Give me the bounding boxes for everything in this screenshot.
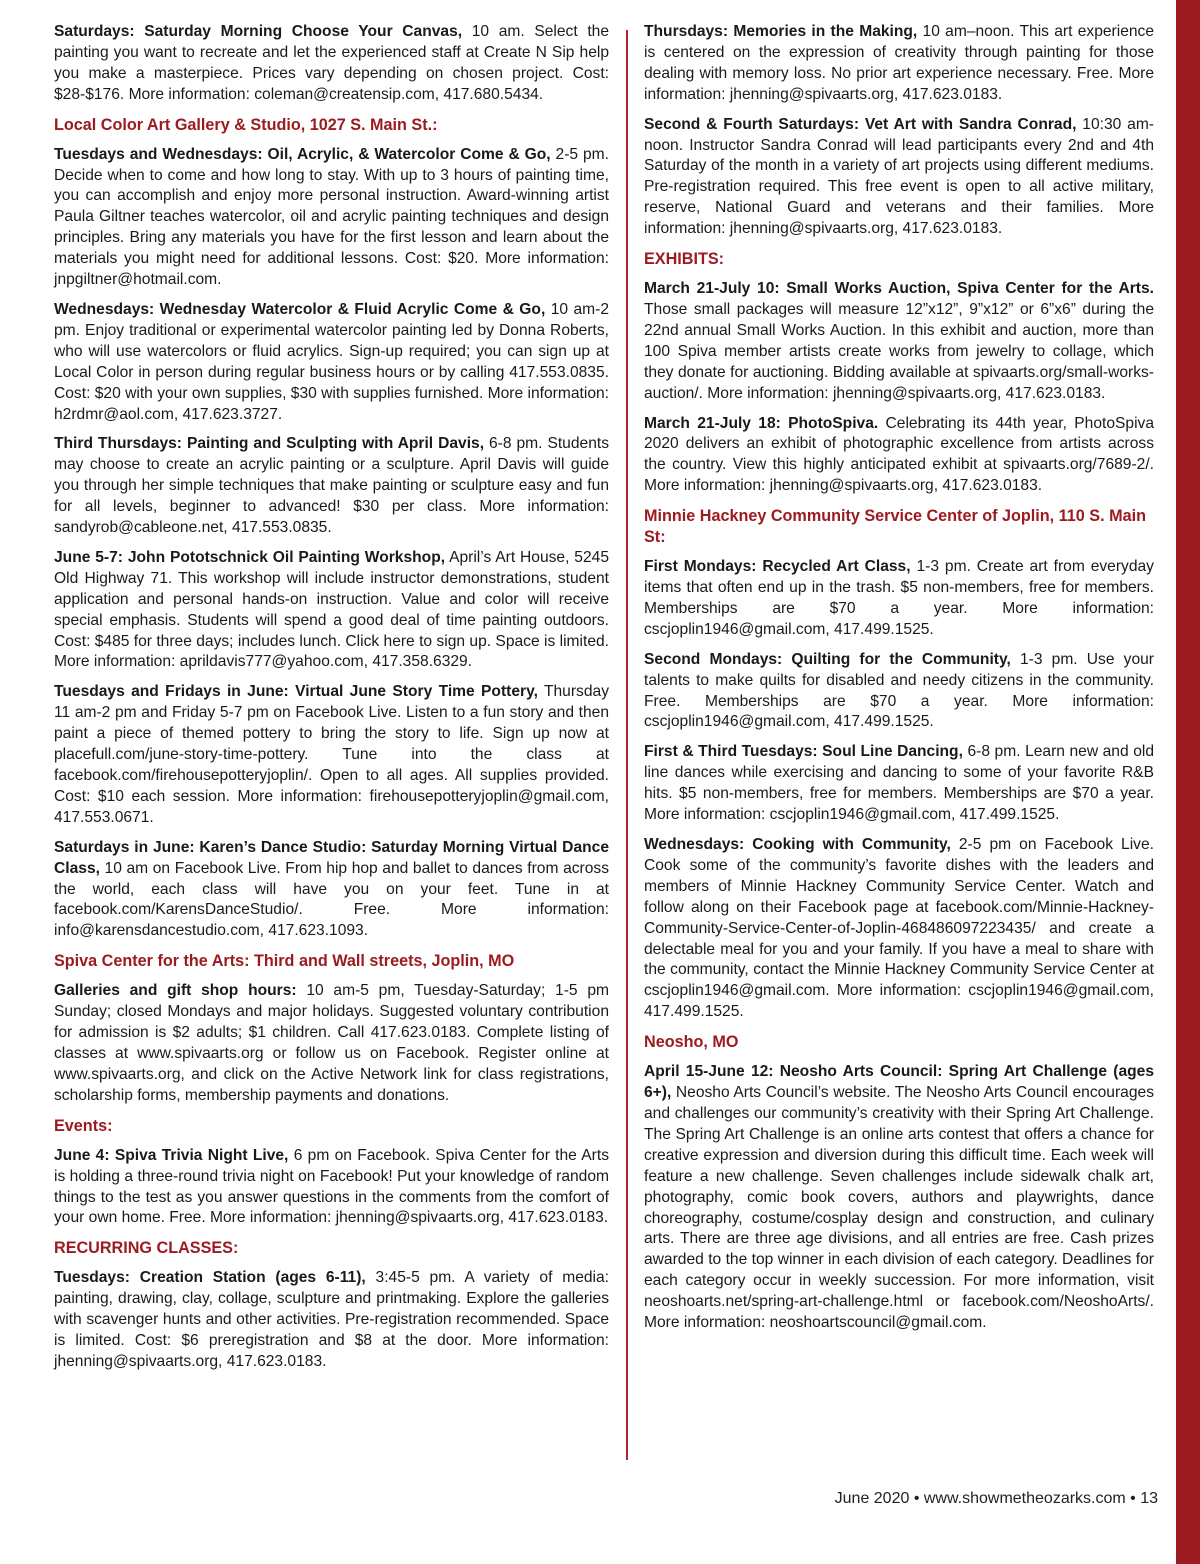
event-entry (644, 835, 1154, 1023)
event-description: 10 am–noon. This art experience is centered on the expression of creativity through painting for those dealing with memory loss. No prior art experience necessary. Free. More information: jhenning@spivaarts.org, 417.623.0183. (644, 23, 1155, 103)
event-title: June 4: Spiva Trivia Night Live, (54, 1146, 289, 1164)
left-column (54, 22, 609, 1382)
event-entry (54, 981, 609, 1106)
event-entry (644, 742, 1154, 826)
section-heading: Neosho, MO (644, 1033, 739, 1052)
event-description: Neosho Arts Council’s website. The Neosho Arts Council encourages and challenges our community’s creativity with their Spring Art Challenge. The Spring Art Challenge is an online arts contest that offers a chance for creative expression and diversion during this difficult time. Each week will feature a new challenge. Seven challenges include sidewalk chalk art, photography, comic book covers, authors and playwrights, dance choreography, costume/cosplay design and construction, and culinary arts. There are three age divisions, and all entries are free. Cash prizes awarded to the top winner in each division of each category. Deadlines for each category occur in weekly succession. For more information, visit neoshoarts.net/spring-art-challenge.html or facebook.com/NeoshoArts/. More information: neoshoartscouncil@gmail.com. (644, 1084, 1154, 1332)
event-entry (644, 414, 1154, 498)
event-title: Tuesdays: Creation Station (ages 6-11), (54, 1269, 366, 1287)
event-entry (54, 682, 609, 828)
event-title: Second & Fourth Saturdays: Vet Art with Sandra Conrad, (644, 115, 1077, 133)
event-description: Thursday 11 am-2 pm and Friday 5-7 pm on Facebook Live. Listen to a fun story and then paint a piece of themed pottery to bring the story to life. Sign up now at placefull.com/june-story-time-pottery. Tune into the class at facebook.com/firehousepotteryjoplin/. Open to all ages. All supplies provided. Cost: $10 each session. More information: firehousepotteryjoplin@gmail.com, 417.553.0671. (54, 683, 609, 826)
event-description: 10:30 am-noon. Instructor Sandra Conrad will lead participants every 2nd and 4th Saturday of the month in a variety of art projects using different mediums. Pre-registration required. This free event is open to all active military, reserve, National Guard and veterans and their families. More information: jhenning@spivaarts.org, 417.623.0183. (644, 115, 1154, 238)
event-entry (644, 22, 1154, 106)
event-description: 6 pm on Facebook. Spiva Center for the Arts is holding a three-round trivia night on Facebook! Put your knowledge of random things to the test as you answer questions in the comments from the comfort of your own home. Free. More information: jhenning@spivaarts.org, 417.623.0183. (54, 1146, 609, 1227)
page-footer: June 2020 • www.showmetheozarks.com • 13 (834, 1490, 1158, 1507)
event-title: Third Thursdays: Painting and Sculpting with April Davis, (54, 435, 485, 453)
event-title: Tuesdays and Fridays in June: Virtual June Story Time Pottery, (54, 683, 538, 701)
event-title: Saturdays in June: Karen’s Dance Studio: Saturday Morning Virtual Dance Class, (54, 838, 609, 877)
event-title: Saturdays: Saturday Morning Choose Your Canvas, (54, 23, 463, 40)
event-entry (644, 1062, 1154, 1334)
event-title: First Mondays: Recycled Art Class, (644, 558, 911, 576)
event-title: April 15-June 12: Neosho Arts Council: Spring Art Challenge (ages 6+), (644, 1063, 1154, 1102)
event-entry (644, 650, 1154, 734)
event-title: First & Third Tuesdays: Soul Line Dancing, (644, 743, 963, 761)
event-entry (54, 145, 609, 291)
event-description: Those small packages will measure 12”x12”, 9”x12” or 6”x6” during the 22nd annual Small Works Auction. In this exhibit and auction, more than 100 Spiva member artists create works from jewelry to collage, which they donate for auctioning. Bidding available at spivaarts.org/small-works-auction/. More information: jhenning@spivaarts.org, 417.623.0183. (644, 300, 1154, 402)
event-description: 2-5 pm. Decide when to come and how long to stay. With up to 3 hours of painting time, you can accomplish and enjoy more personal instruction. Award-winning artist Paula Giltner teaches watercolor, oil and acrylic painting techniques and design principles. Bring any materials you have for the first lesson and learn about the materials you might need for additional lessons. Cost: $20. More information: jnpgiltner@hotmail.com. (54, 145, 609, 289)
event-entry (54, 548, 609, 673)
event-description: 10 am-2 pm. Enjoy traditional or experimental watercolor painting led by Donna Roberts, who will use watercolors or fluid acrylics. Sign-up required; you can sign up at Local Color in person during regular business hours or by calling 417.553.0835. Cost: $20 with your own supplies, $30 with supplies furnished. More information: h2rdmr@aol.com, 417.623.3727. (54, 300, 609, 423)
section-heading: Minnie Hackney Community Service Center of Joplin, 110 S. Main St: (644, 507, 1146, 547)
event-description: 2-5 pm on Facebook Live. Cook some of the community’s favorite dishes with the leaders and members of Minnie Hackney Community Service Center. Watch and follow along on their Facebook page at facebook.com/Minnie-Hackney-Community-Service-Center-of-Joplin-468486097223435/ and create a delectable meal for you and your family. If you have a meal to share with the community, contact the Minnie Hackney Community Service Center at cscjoplin1946@gmail.com. More information: cscjoplin1946@gmail.com, 417.499.1525. (644, 836, 1154, 1021)
event-description: Celebrating its 44th year, PhotoSpiva 2020 delivers an exhibit of photographic excellence from artists across the country. View this highly anticipated exhibit at spivaarts.org/7689-2/. More information: jhenning@spivaarts.org, 417.623.0183. (644, 414, 1155, 495)
section-heading: Spiva Center for the Arts: Third and Wall streets, Joplin, MO (54, 952, 515, 971)
right-column (644, 22, 1154, 1343)
event-description: April’s Art House, 5245 Old Highway 71. This workshop will include instructor demonstrations, student application and personal hands-on instruction. Value and color will receive special emphasis. Students will spend a good deal of time painting outdoors. Cost: $485 for three days; includes lunch. Click here to sign up. Space is limited. More information: aprildavis777@yahoo.com, 417.358.6329. (54, 548, 609, 671)
event-title: Wednesdays: Wednesday Watercolor & Fluid Acrylic Come & Go, (54, 300, 546, 318)
section-heading: Local Color Art Gallery & Studio, 1027 S. Main St.: (54, 115, 438, 134)
section-heading: Events: (54, 1116, 113, 1135)
event-entry (54, 22, 609, 106)
event-description: 10 am-5 pm, Tuesday-Saturday; 1-5 pm Sunday; closed Mondays and major holidays. Suggested voluntary contribution for admission is $2 adults; $1 children. Call 417.623.0183. Complete listing of classes at www.spivaarts.org or follow us on Facebook. Register online at www.spivaarts.org, and click on the Active Network link for class registrations, scholarship forms, membership payments and donations. (54, 982, 609, 1104)
event-description: 10 am. Select the painting you want to recreate and let the experienced staff at Create N Sip help you make a masterpiece. Prices vary depending on chosen project. Cost: $28-$176. More information: coleman@creatensip.com, 417.680.5434. (54, 23, 610, 103)
event-entry (54, 1268, 609, 1373)
event-entry (54, 838, 609, 943)
column-divider (626, 30, 628, 1460)
event-entry (54, 1146, 609, 1230)
event-title: Galleries and gift shop hours: (54, 982, 297, 1000)
event-description: 3:45-5 pm. A variety of media: painting, drawing, clay, collage, sculpture and printmaking. Explore the galleries with scavenger hunts and other activities. Pre-registration recommended. Space is limited. Cost: $6 preregistration and $8 at the door. More information: jhenning@spivaarts.org, 417.623.0183. (54, 1269, 610, 1370)
event-entry (644, 115, 1154, 240)
event-description: 1-3 pm. Use your talents to make quilts for disabled and needy citizens in the community. Free. Memberships are $70 a year. More information: cscjoplin1946@gmail.com, 417.499.1525. (644, 650, 1154, 731)
section-heading: EXHIBITS: (644, 250, 725, 269)
event-entry (54, 300, 609, 425)
page-edge-bar (1176, 0, 1200, 1564)
event-entry (644, 279, 1154, 404)
event-title: Tuesdays and Wednesdays: Oil, Acrylic, & Watercolor Come & Go, (54, 145, 551, 163)
event-title: Thursdays: Memories in the Making, (644, 23, 918, 40)
event-description: 6-8 pm. Learn new and old line dances while exercising and dancing to some of your favorite R&B hits. $5 non-members, free for members. Memberships are $70 a year. More information: cscjoplin1946@gmail.com, 417.499.1525. (644, 743, 1154, 824)
event-description: 1-3 pm. Create art from everyday items that often end up in the trash. $5 non-members, free for members. Memberships are $70 a year. More information: cscjoplin1946@gmail.com, 417.499.1525. (644, 558, 1154, 638)
event-title: June 5-7: John Pototschnick Oil Painting Workshop, (54, 548, 446, 566)
event-description: 10 am on Facebook Live. From hip hop and ballet to dances from across the world, each class will have you on your feet. Tune in at facebook.com/KarensDanceStudio/. Free. More information: info@karensdancestudio.com, 417.623.1093. (54, 859, 609, 940)
event-entry (644, 557, 1154, 641)
event-description: 6-8 pm. Students may choose to create an acrylic painting or a sculpture. April Davis will guide you through her simple techniques that make painting or sculpture easy and fun for all levels, beginner to advanced! $30 per class. More information: sandyrob@cableone.net, 417.553.0835. (54, 435, 609, 537)
event-title: Wednesdays: Cooking with Community, (644, 836, 951, 853)
event-title: March 21-July 18: PhotoSpiva. (644, 414, 879, 432)
event-title: March 21-July 10: Small Works Auction, Spiva Center for the Arts. (644, 280, 1154, 298)
event-entry (54, 434, 609, 539)
event-title: Second Mondays: Quilting for the Community, (644, 650, 1011, 668)
section-heading: RECURRING CLASSES: (54, 1239, 239, 1258)
